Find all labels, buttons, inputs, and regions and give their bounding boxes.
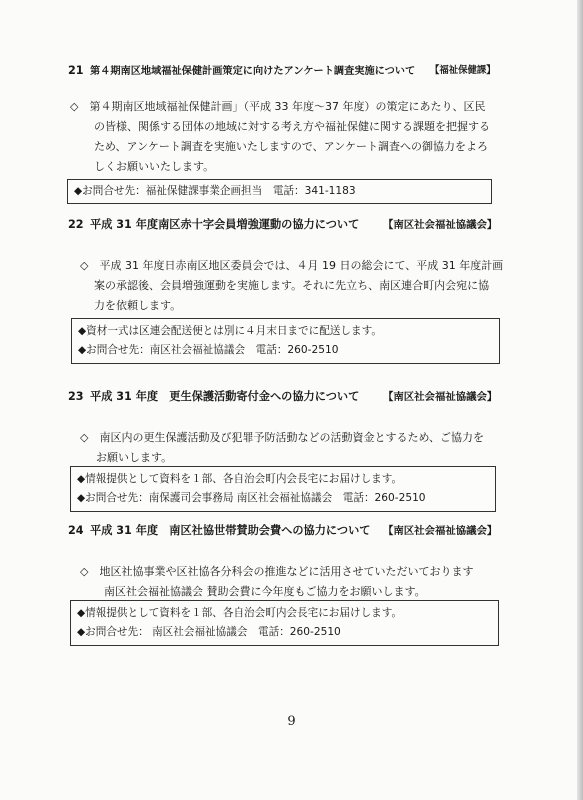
section-24-department-tag: 【南区社会福祉協議会】 [383,525,498,537]
section-title: 平成 31 年度 南区社協世帯賛助会費への協力について [90,524,371,537]
section-24-body [70,562,473,602]
info-line: ◆情報提供として資料を１部、各自治会町内会長宅にお届けします。 [77,607,403,619]
section-23-department-tag: 【南区社会福祉協議会】 [383,391,498,403]
page-edge-shadow [577,0,583,800]
body-line: 南区社会福祉協議会 賛助会費に今年度もご協力をお願いします。 [104,585,426,598]
contact-line: ◆お問合せ先：南保護司会事務局 南区社会福祉協議会 電話：260-2510 [77,492,426,504]
page-number: 9 [287,714,296,729]
info-line: ◆資材一式は区連会配送便とは別に４月末日までに配送します。 [78,325,382,337]
body-line: しくお願いいたします。 [94,160,215,173]
body-line: ため、アンケート調査を実施いたしますので、アンケート調査への御協力をよろ [94,140,489,153]
body-line: お願いします。 [96,451,173,464]
section-22-info-box [71,318,500,364]
section-number: 22 [68,218,84,231]
section-21-department-tag: 【福祉保健課】 [430,65,496,76]
body-line: 力を依頼します。 [94,299,182,312]
section-22-body [70,256,503,316]
section-title: 平成 31 年度 更生保護活動寄付金への協力について [90,390,360,403]
section-21-heading [68,64,491,79]
body-line: ◇ 平成 31 年度日赤南区地区委員会では、４月 19 日の総会にて、平成 31 年度計画 [80,259,504,272]
section-24-info-box [70,600,499,646]
section-number: 23 [68,390,84,403]
section-23-info-box [70,466,496,512]
info-line: ◆情報提供として資料を１部、各自治会町内会長宅にお届けします。 [77,473,403,485]
section-title: 平成 31 年度南区赤十字会員増強運動の協力について [90,218,360,231]
contact-line: ◆お問合せ先： 南区社会福祉協議会 電話：260-2510 [77,626,341,638]
section-number: 21 [68,64,84,77]
body-line: の皆様、関係する団体の地域に対する考え方や福祉保健に関する課題を把握する [94,120,490,133]
contact-line: ◆お問合せ先：福祉保健課事業企画担当 電話：341-1183 [74,185,356,197]
section-22-department-tag: 【南区社会福祉協議会】 [383,219,498,231]
section-title: 第４期南区地域福祉保健計画策定に向けたアンケート調査実施について [90,66,416,77]
section-23-body [70,428,484,468]
contact-line: ◆お問合せ先：南区社会福祉協議会 電話：260-2510 [78,344,339,356]
body-line: ◇ 地区社協事業や区社協各分科会の推進などに活用させていただいております [80,565,474,578]
section-number: 24 [68,524,84,537]
body-line: 案の承認後、会員増強運動を実施します。それに先立ち、南区連合町内会宛に協 [94,279,490,292]
body-line: ◇ 南区内の更生保護活動及び犯罪予防活動などの活動資金とするため、ご協力を [80,431,485,444]
section-21-contact-box [67,179,492,204]
section-21-body [70,97,490,177]
body-line: ◇ 第４期南区地域福祉保健計画」（平成 33 年度〜37 年度）の策定にあたり、区民 [70,100,486,113]
